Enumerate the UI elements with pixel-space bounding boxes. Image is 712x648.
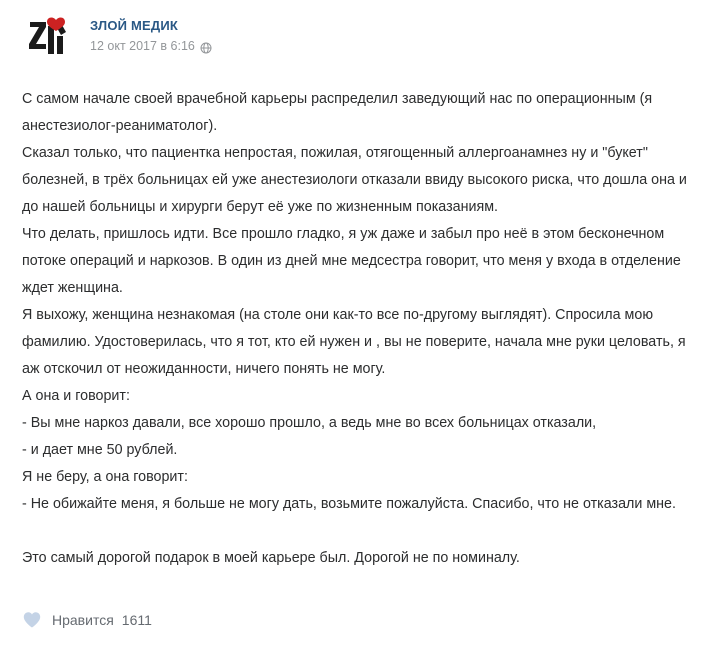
post-paragraph: Я выхожу, женщина незнакомая (на столе они как-то все по-другому выглядят). Спросила мою фамилию. Удостоверилась, что я тот, кто ей нужен и , вы не поверите, начала мне руки целовать, я аж отскочил от неожиданности, ничего понять не могу. [22,307,686,377]
avatar[interactable] [26,14,76,64]
post-header-text [90,14,212,54]
like-button[interactable] [22,610,152,630]
heart-icon [22,610,42,630]
post-paragraph: - и дает мне 50 рублей. [22,442,178,458]
post-footer [22,610,152,630]
post-paragraph: С самом начале своей врачебной карьеры распределил заведующий нас по операционным (я анестезиолог-реаниматолог). [22,91,653,134]
post-date[interactable]: 12 окт 2017 в 6:16 [90,39,195,53]
post-paragraph: - Вы мне наркоз давали, все хорошо прошло, а ведь мне во всех больницах отказали, [22,415,597,431]
globe-icon [200,42,212,54]
post-paragraph-spacer [22,518,690,545]
post-paragraph: Сказал только, что пациентка непростая, пожилая, отягощенный аллергоанамнез ну и "букет" болезней, в трёх больницах ей уже анестезиологи отказали ввиду высокого риска, что дошла она и до нашей больницы и хирурги берут её уже по жизненным показаниям. [22,145,687,215]
like-label: Нравится [52,612,114,628]
post-paragraph: А она и говорит: [22,388,130,404]
post-meta [90,39,212,54]
post-header [22,14,690,64]
post-body [22,86,690,572]
post-paragraph: - Не обижайте меня, я больше не могу дать, возьмите пожалуйста. Спасибо, что не отказали мне. [22,496,676,512]
post-author[interactable]: ЗЛОЙ МЕДИК [90,18,179,33]
post-paragraph: Что делать, пришлось идти. Все прошло гладко, я уж даже и забыл про неё в этом бесконечном потоке операций и наркозов. В один из дней мне медсестра говорит, что меня у входа в отделение ждет женщина. [22,226,681,296]
like-count: 1611 [121,612,152,628]
post-paragraph: Это самый дорогой подарок в моей карьере был. Дорогой не по номиналу. [22,550,520,566]
post-paragraph: Я не беру, а она говорит: [22,469,188,485]
